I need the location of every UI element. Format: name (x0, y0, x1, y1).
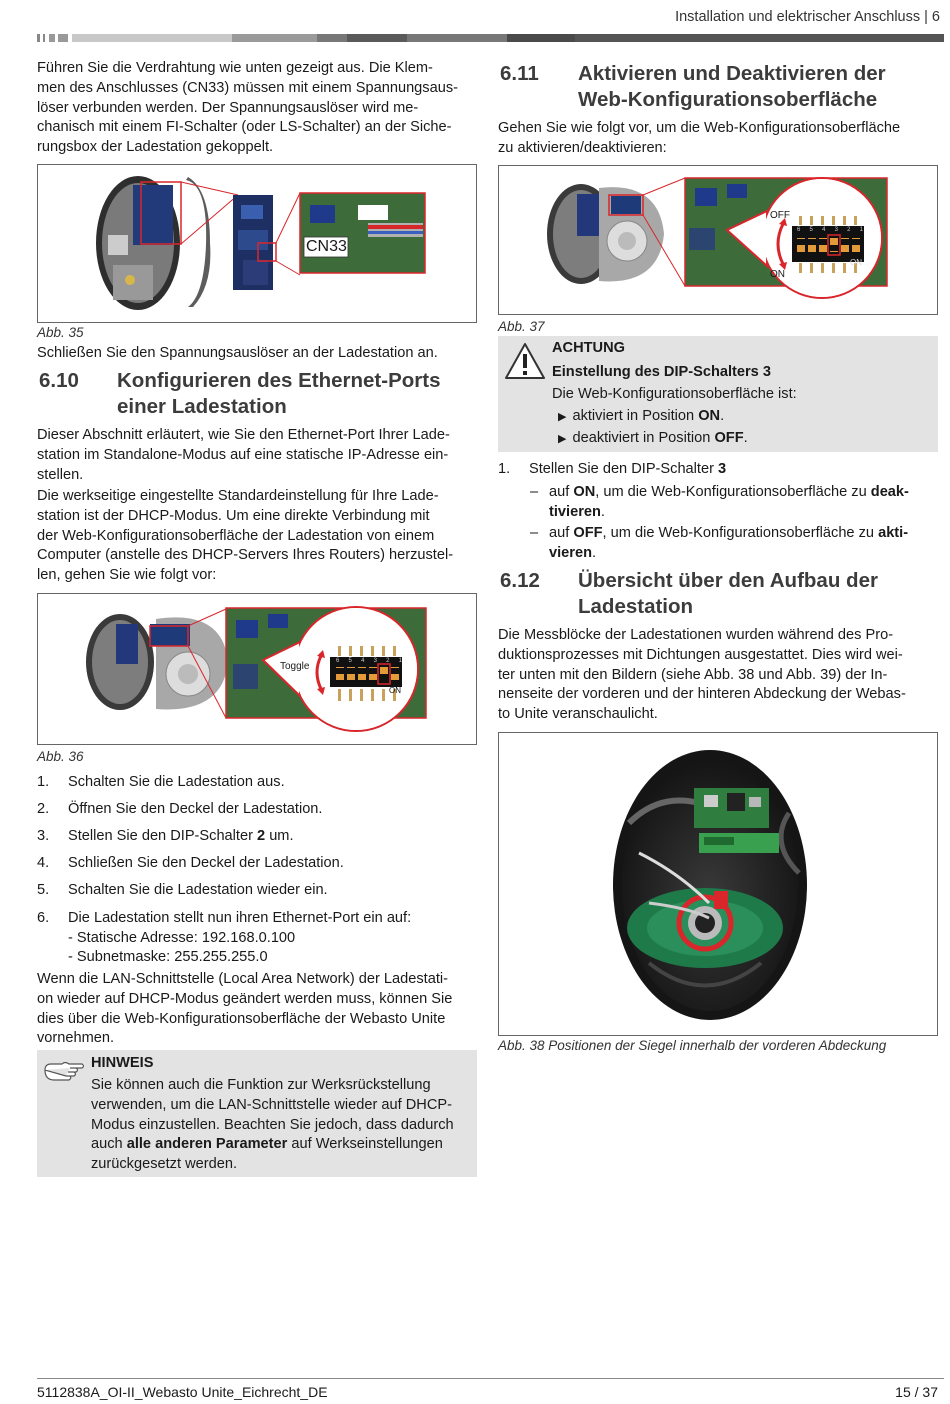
dip-numbers: 6 5 4 3 2 1 (797, 227, 863, 233)
footer-document-id: 5112838A_OI-II_Webasto Unite_Eichrecht_DE (37, 1384, 328, 1400)
section-6-10-heading (39, 368, 479, 420)
section-6-12-para: Die Messblöcke der Ladestationen wurden während des Pro- duktionsprozesses mit Dichtungen ausgestattet. Dies wird wei- ter unten mit den Bildern (siehe Abb. 38 und Abb. 39) der In- nenseite der vorderen und der hinteren Abdeckung der Webas- to Unite veranschaulicht. (498, 627, 906, 723)
achtung-subtitle: Einstellung des DIP-Schalters 3 (552, 364, 771, 380)
dash-item-1: auf ON, um die Web-Konfigurationsoberfläche zu deak- tivieren. (549, 484, 909, 520)
section-6-12-heading (500, 568, 940, 620)
achtung-bullet-2: ▶ deaktiviert in Position OFF. (558, 430, 748, 446)
section-title-line1: Aktivieren und Deaktivieren der (578, 62, 886, 85)
step-1-text: Stellen Sie den DIP-Schalter 3 (529, 461, 727, 477)
dash-bullet: – (530, 525, 539, 541)
fig37-caption: Abb. 37 (498, 319, 545, 334)
dash-item-2: auf OFF, um die Web-Konfigurationsoberfläche zu akti- vieren. (549, 525, 909, 561)
section-6-11-intro: Gehen Sie wie folgt vor, um die Web-Konfigurationsoberfläche zu aktivieren/deaktivieren: (498, 120, 901, 156)
dip-numbers: 6 5 4 3 2 1 (336, 658, 402, 664)
figure-37 (498, 165, 938, 315)
step-1-number: 1. (498, 461, 511, 477)
section-title-line1: Konfigurieren des Ethernet-Ports (117, 369, 441, 392)
section-title-line2: Web-Konfigurationsoberfläche (578, 88, 878, 111)
footer-divider (37, 1378, 944, 1379)
figure-36 (37, 593, 477, 745)
section-6-10-para3: Wenn die LAN-Schnittstelle (Local Area Network) der Ladestati- on wieder auf DHCP-Modus geändert werden muss, können Sie dies über die Web-Konfigurationsoberfläche der Webasto Unite vornehmen. (37, 971, 453, 1047)
figure-37-image (499, 166, 938, 315)
achtung-bullet-1: ▶ aktiviert in Position ON. (558, 408, 725, 424)
triangle-bullet-icon: ▶ (558, 433, 567, 445)
figure-38 (498, 732, 938, 1036)
on-label: ON (770, 269, 785, 280)
off-label: OFF (770, 210, 790, 221)
section-number: 6.11 (500, 62, 539, 85)
fig36-caption: Abb. 36 (37, 749, 84, 764)
section-6-10-para1: Dieser Abschnitt erläutert, wie Sie den Ethernet-Port Ihrer Lade- station im Standalone-Modus auf eine statische IP-Adresse ein- stellen. (37, 427, 450, 483)
after-fig35-text: Schließen Sie den Spannungsauslöser an der Ladestation an. (37, 345, 438, 361)
on-small-label: ON (850, 258, 862, 267)
intro-paragraph: Führen Sie die Verdrahtung wie unten gezeigt aus. Die Klem- men des Anschlusses (CN33) müssen mit einem Spannungsaus- löser verbunden werden. Der Spannungsauslöser wird me- chanisch mit einem FI-Schalter (oder LS-Schalter) an der Siche- rungsbox der Ladestation gekoppelt. (37, 60, 458, 156)
warning-triangle-icon (504, 342, 546, 380)
achtung-box (498, 336, 938, 452)
footer-page-number: 15 / 37 (895, 1384, 938, 1400)
hinweis-title: HINWEIS (91, 1055, 154, 1071)
hinweis-box (37, 1050, 477, 1177)
dash-bullet: – (530, 484, 539, 500)
hinweis-text: Sie können auch die Funktion zur Werksrückstellung verwenden, um die LAN-Schnittstelle wieder auf DHCP- Modus einzustellen. Beachten Sie jedoch, dass dadurch auch alle anderen Parameter auf Werkseinstellungen zurückgesetzt werden. (91, 1077, 454, 1173)
section-title-line2: einer Ladestation (117, 395, 287, 418)
toggle-label: Toggle (280, 661, 310, 672)
achtung-line: Die Web-Konfigurationsoberfläche ist: (552, 386, 797, 402)
running-header: Installation und elektrischer Anschluss | 6 (675, 9, 940, 25)
section-6-11-heading (500, 61, 940, 113)
figure-36-image (38, 594, 477, 745)
triangle-bullet-icon: ▶ (558, 411, 567, 423)
figure-35 (37, 164, 477, 323)
fig38-caption: Abb. 38 Positionen der Siegel innerhalb der vorderen Abdeckung (498, 1038, 887, 1053)
fig35-caption: Abb. 35 (37, 325, 84, 340)
section-title-line2: Ladestation (578, 595, 694, 618)
section-number: 6.10 (39, 369, 79, 392)
achtung-title: ACHTUNG (552, 340, 625, 356)
figure-35-image (38, 165, 477, 323)
section-title-line1: Übersicht über den Aufbau der (578, 569, 878, 592)
section-number: 6.12 (500, 569, 540, 592)
pointing-hand-icon (42, 1058, 86, 1082)
header-decor-bar (37, 34, 944, 42)
on-label: ON (389, 686, 401, 695)
section-6-10-para2: Die werkseitige eingestellte Standardeinstellung für Ihre Lade- station ist der DHCP-Modus. Um eine direkte Verbindung mit der Web-Konfigurationsoberfläche der Ladestation von einem Computer (anstelle des DHCP-Servers Ihres Routers) herzustel- len, gehen Sie wie folgt vor: (37, 488, 454, 584)
figure-38-photo (499, 733, 938, 1036)
cn33-label: CN33 (306, 238, 347, 255)
